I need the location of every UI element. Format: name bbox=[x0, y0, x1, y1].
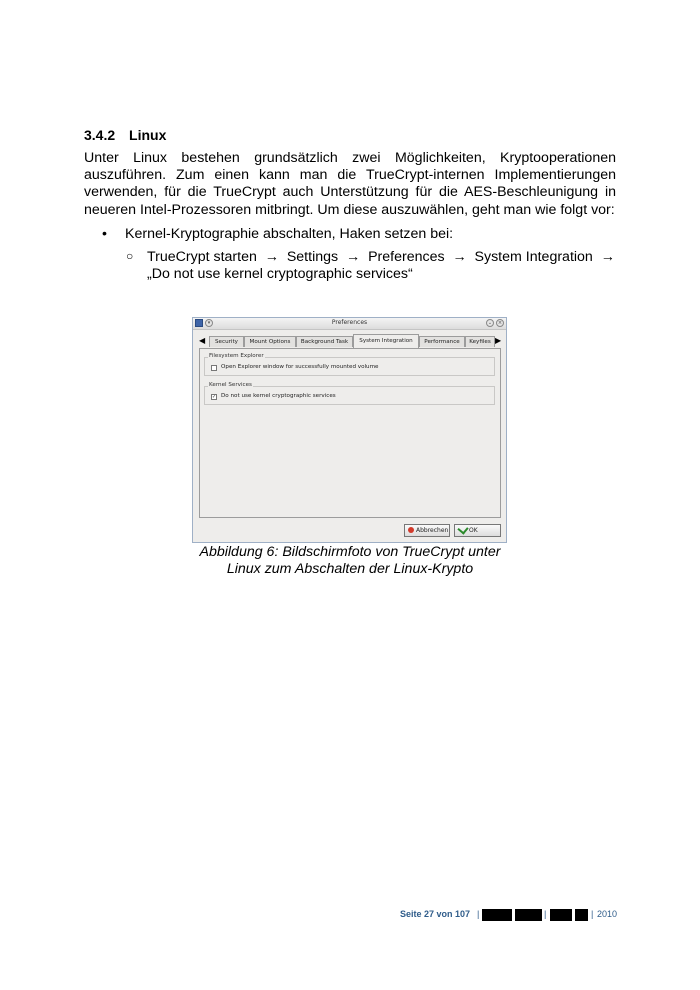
tab-keyfiles[interactable]: Keyfiles bbox=[465, 336, 495, 347]
figure-caption bbox=[180, 544, 520, 577]
tab-scroll-left-icon[interactable]: ◀ bbox=[199, 336, 206, 345]
subbullet-marker: ○ bbox=[126, 249, 134, 263]
redacted-block bbox=[575, 909, 588, 921]
tab-security[interactable]: Security bbox=[209, 336, 244, 347]
cancel-label: Abbrechen bbox=[416, 527, 449, 534]
footer-separator: | bbox=[477, 909, 480, 919]
minimize-icon[interactable]: ⌄ bbox=[487, 320, 493, 326]
redacted-block bbox=[550, 909, 572, 921]
caption-line: Abbildung 6: Bildschirmfoto von TrueCrypt unter bbox=[199, 544, 501, 560]
ok-label: OK bbox=[469, 527, 478, 534]
bullet-text: Kernel-Kryptographie abschalten, Haken setzen bei: bbox=[125, 226, 454, 242]
tab-panel bbox=[199, 348, 501, 518]
open-explorer-label[interactable]: Open Explorer window for successfully mounted volume bbox=[221, 364, 379, 370]
path-arrow: → bbox=[264, 249, 279, 265]
tab-scroll-right-icon[interactable]: ▶ bbox=[495, 336, 502, 345]
close-icon[interactable]: × bbox=[497, 320, 503, 326]
open-explorer-checkbox[interactable] bbox=[211, 365, 217, 371]
ok-button[interactable] bbox=[454, 524, 501, 537]
tab-bar bbox=[197, 334, 502, 348]
path-arrow: → bbox=[452, 249, 467, 265]
kernel-crypto-checkbox[interactable]: ✓ bbox=[212, 394, 217, 400]
path-arrow: → bbox=[600, 249, 615, 265]
section-title: Linux bbox=[129, 127, 167, 143]
footer-separator: | bbox=[591, 909, 594, 919]
preferences-screenshot bbox=[192, 317, 507, 543]
tab-performance[interactable]: Performance bbox=[419, 336, 465, 347]
kernel-services-group bbox=[204, 382, 495, 405]
filesystem-explorer-group bbox=[204, 353, 495, 376]
body-paragraph: Unter Linux bestehen grundsätzlich zwei Möglichkeiten, Kryptooperationen auszuführen. Zum einen kann man die TrueCrypt-internen Implementierungen verwenden, für die TrueCrypt auch Unterstützung für die AES-Beschleunigung in neueren Intel-Prozessoren mitbringt. Um diese auszuwählen, geht man wie folgt vor: bbox=[84, 150, 616, 218]
path-step: Preferences bbox=[368, 249, 445, 265]
path-arrow: → bbox=[345, 249, 361, 265]
subbullet-path bbox=[147, 249, 615, 266]
cancel-button[interactable] bbox=[404, 524, 450, 537]
redacted-block bbox=[515, 909, 542, 921]
group-label: Filesystem Explorer bbox=[209, 353, 264, 359]
footer-separator: | bbox=[544, 909, 547, 919]
window-title: Preferences bbox=[331, 319, 368, 326]
path-step: Settings bbox=[286, 249, 339, 265]
page-number: Seite 27 von 107 bbox=[400, 909, 471, 919]
window-titlebar bbox=[193, 318, 506, 330]
path-step: System Integration bbox=[474, 249, 593, 265]
kernel-crypto-label[interactable]: Do not use kernel cryptographic services bbox=[221, 393, 336, 399]
section-number: 3.4.2 bbox=[84, 127, 116, 143]
section-heading bbox=[84, 127, 166, 143]
tab-system-integration[interactable]: System Integration bbox=[353, 334, 419, 348]
footer-year: 2010 bbox=[597, 909, 618, 919]
redacted-block bbox=[482, 909, 512, 921]
subbullet-option-name: „Do not use kernel cryptographic services“ bbox=[147, 266, 413, 282]
tab-background-task[interactable]: Background Task bbox=[296, 336, 353, 347]
menu-icon[interactable]: ▾ bbox=[205, 319, 213, 327]
caption-line: Linux zum Abschalten der Linux-Krypto bbox=[226, 560, 474, 577]
tab-mount-options[interactable]: Mount Options bbox=[244, 336, 296, 347]
bullet-marker: • bbox=[102, 226, 107, 242]
ok-icon bbox=[457, 523, 468, 534]
cancel-icon bbox=[408, 527, 414, 533]
group-label: Kernel Services bbox=[209, 382, 252, 388]
path-step: TrueCrypt starten bbox=[147, 249, 257, 265]
